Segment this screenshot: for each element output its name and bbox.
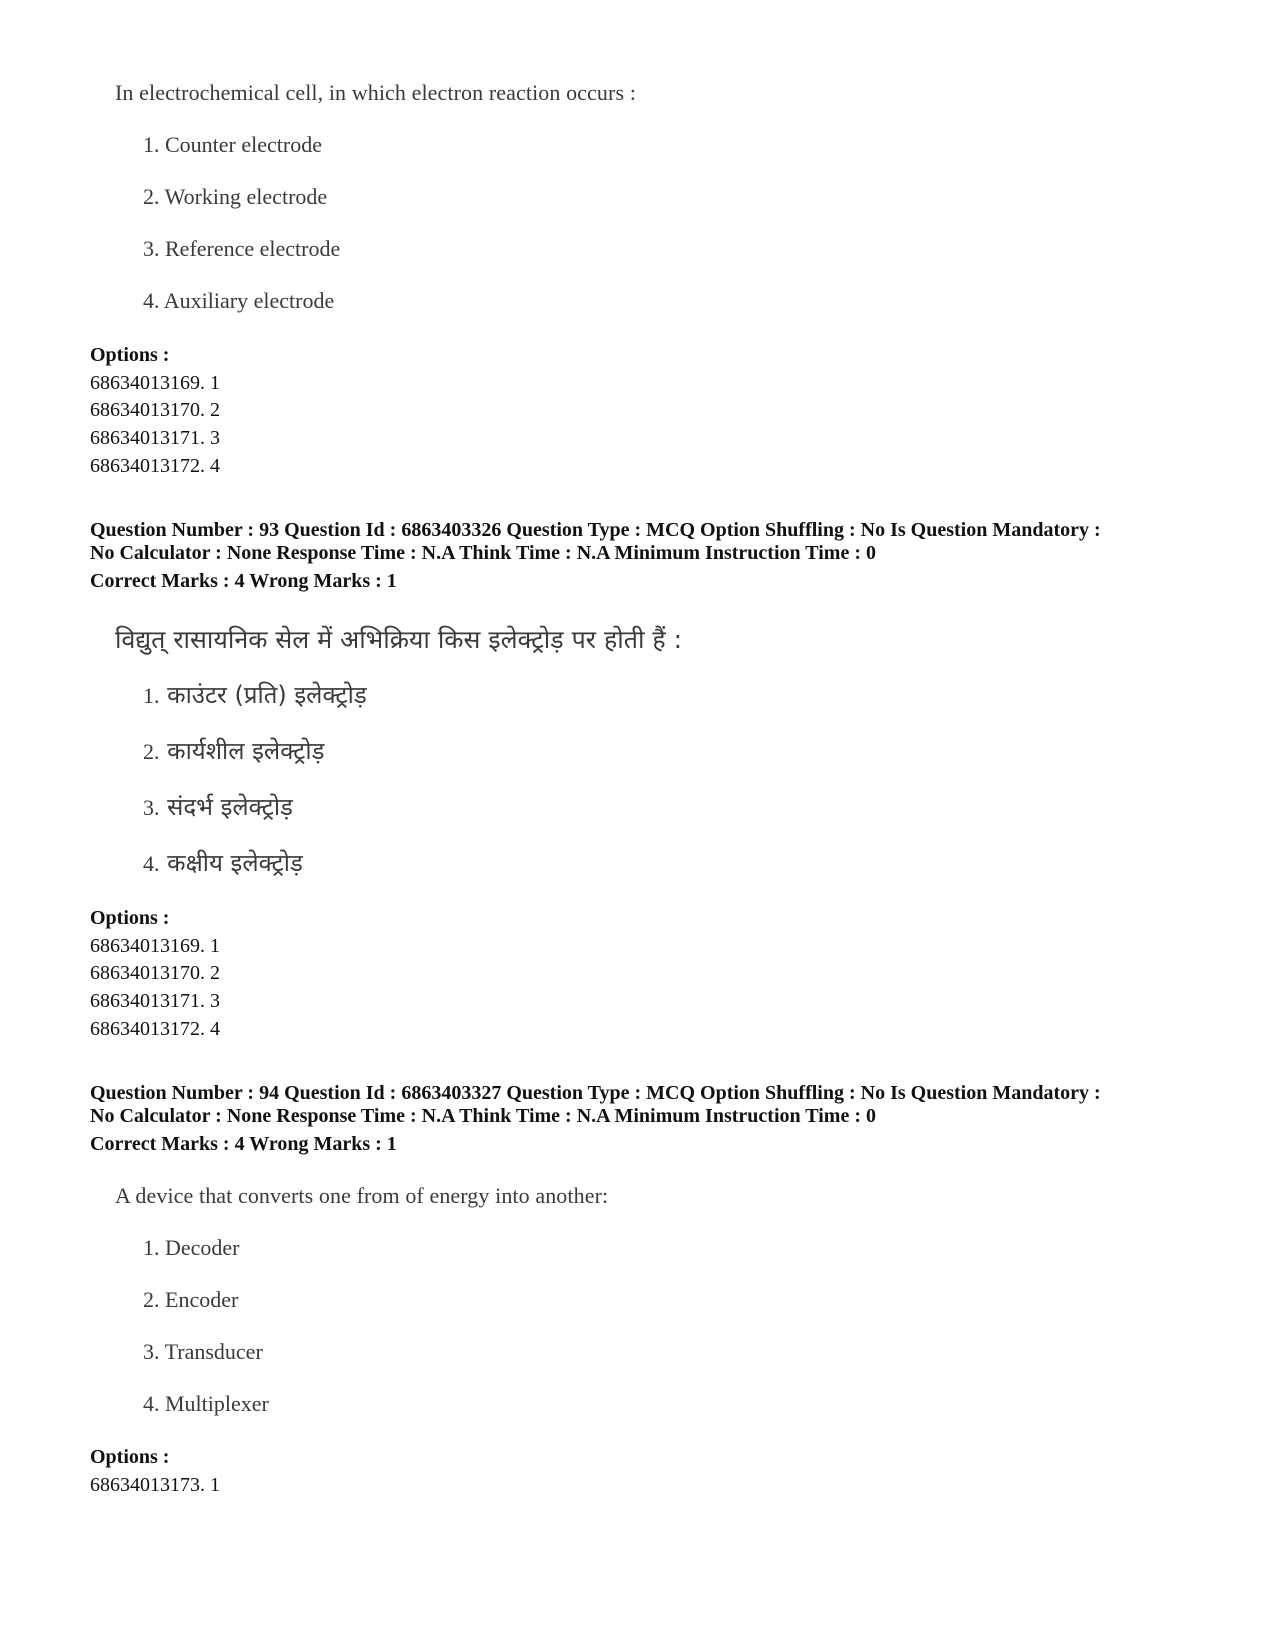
question-item: 3. Reference electrode — [143, 236, 341, 261]
question-item: 3. Transducer — [143, 1339, 263, 1364]
options-label: Options : — [90, 907, 170, 929]
option-line: 68634013169. 1 — [90, 372, 220, 394]
question-marks: Correct Marks : 4 Wrong Marks : 1 — [90, 570, 397, 592]
option-line: 68634013172. 4 — [90, 455, 220, 477]
question-item: 4. Auxiliary electrode — [143, 288, 335, 313]
question-item-hindi — [143, 790, 293, 823]
question-text: A device that converts one from of energy into another: — [115, 1183, 609, 1208]
question-meta-line-2: No Calculator : None Response Time : N.A Think Time : N.A Minimum Instruction Time : 0 — [90, 1105, 876, 1127]
options-label: Options : — [90, 1446, 170, 1468]
item-number: 4. — [143, 851, 160, 876]
item-text: संदर्भ इलेक्ट्रोड़ — [167, 793, 293, 821]
question-text-hindi: विद्युत् रासायनिक सेल में अभिक्रिया किस इलेक्ट्रोड़ पर होती हैं : — [115, 625, 683, 654]
question-item-hindi — [143, 846, 303, 879]
option-line: 68634013173. 1 — [90, 1474, 220, 1496]
item-text: काउंटर (प्रति) इलेक्ट्रोड़ — [167, 681, 367, 709]
option-line: 68634013170. 2 — [90, 399, 220, 421]
item-number: 2. — [143, 739, 160, 764]
item-number: 3. — [143, 795, 160, 820]
question-meta-line-1: Question Number : 94 Question Id : 6863403327 Question Type : MCQ Option Shuffling : No Is Question Mandatory : — [90, 1082, 1101, 1104]
question-meta-line-2: No Calculator : None Response Time : N.A Think Time : N.A Minimum Instruction Time : 0 — [90, 542, 876, 564]
option-line: 68634013172. 4 — [90, 1018, 220, 1040]
question-meta-line-1: Question Number : 93 Question Id : 6863403326 Question Type : MCQ Option Shuffling : No Is Question Mandatory : — [90, 519, 1101, 541]
question-text: In electrochemical cell, in which electron reaction occurs : — [115, 80, 636, 105]
item-text: कक्षीय इलेक्ट्रोड़ — [167, 849, 303, 877]
question-item: 2. Encoder — [143, 1287, 239, 1312]
question-item: 2. Working electrode — [143, 184, 328, 209]
option-line: 68634013169. 1 — [90, 935, 220, 957]
item-number: 1. — [143, 683, 160, 708]
option-line: 68634013170. 2 — [90, 962, 220, 984]
question-item: 4. Multiplexer — [143, 1391, 269, 1416]
options-label: Options : — [90, 344, 170, 366]
question-marks: Correct Marks : 4 Wrong Marks : 1 — [90, 1133, 397, 1155]
question-item: 1. Counter electrode — [143, 132, 322, 157]
option-line: 68634013171. 3 — [90, 427, 220, 449]
option-line: 68634013171. 3 — [90, 990, 220, 1012]
item-text: कार्यशील इलेक्ट्रोड़ — [167, 737, 325, 765]
question-item-hindi — [143, 734, 324, 767]
question-item-hindi — [143, 678, 367, 711]
question-item: 1. Decoder — [143, 1235, 240, 1260]
